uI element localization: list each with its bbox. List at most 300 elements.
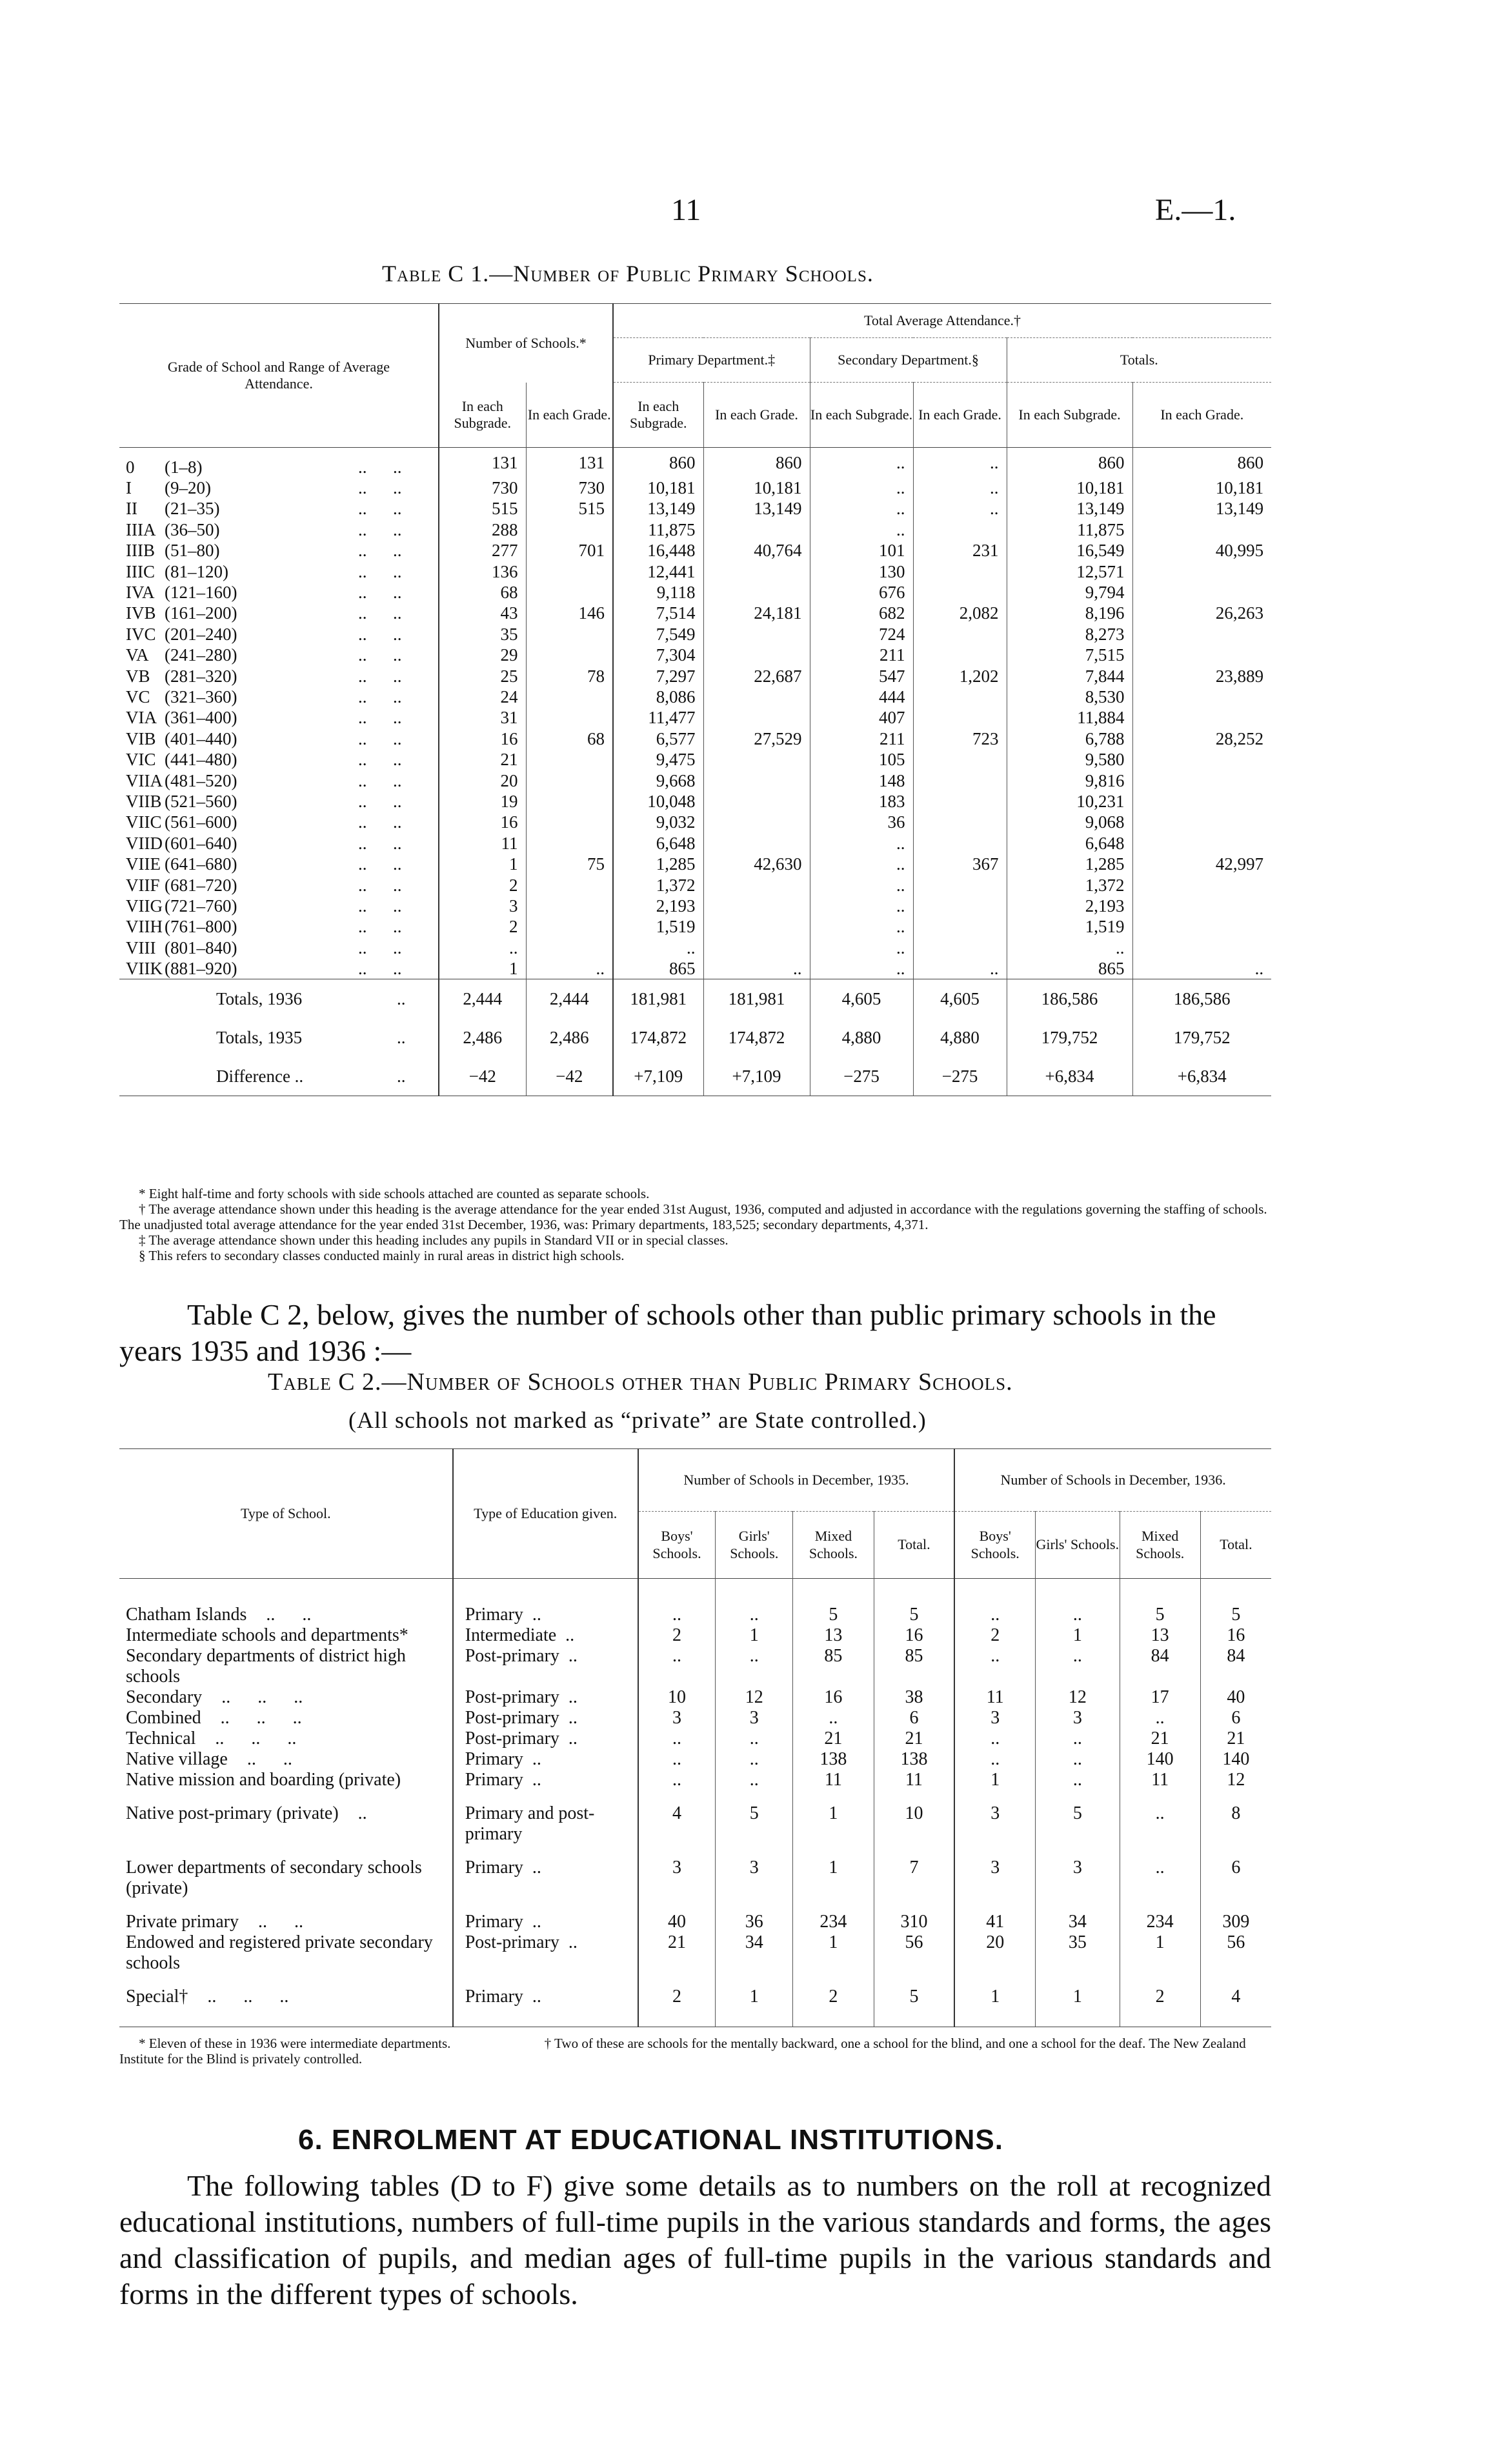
cell-m35: 85	[793, 1646, 874, 1687]
education-type	[453, 1974, 638, 2027]
cell-g36: 1	[1036, 1974, 1120, 2027]
leader-dots: .. ..	[358, 854, 402, 874]
cell-ts: 6,648	[1007, 833, 1132, 854]
cell-ng	[526, 561, 613, 581]
section-paragraph: The following tables (D to F) give some details as to numbers on the roll at recognized educational institutions, numbers of full-time pupils in the various standards and forms, the ages and classification of pupils, and median ages of full-time pupils in the various standards and forms in the different types of schools.	[119, 2169, 1271, 2310]
table-row	[119, 937, 1271, 957]
cell-ts: 8,530	[1007, 686, 1132, 707]
leader-dots: ..	[397, 1028, 406, 1048]
cell-ps: 865	[613, 958, 703, 979]
cell-sg: 367	[913, 854, 1007, 874]
table-row	[119, 1974, 1271, 2027]
grade-label	[119, 812, 439, 832]
grade-label	[119, 937, 439, 957]
cell-m36: 84	[1120, 1646, 1200, 1687]
cell-sg	[913, 812, 1007, 832]
cell-g36: 5	[1036, 1790, 1120, 1845]
totals-label-text: Difference ..	[216, 1067, 304, 1087]
total-cell-ps: 174,872	[613, 1018, 703, 1057]
education-type-text: Primary	[465, 1912, 523, 1932]
cell-g36: 34	[1036, 1899, 1120, 1932]
education-type	[453, 1728, 638, 1749]
total-cell-tg: +6,834	[1132, 1057, 1271, 1096]
cell-m36: ..	[1120, 1708, 1200, 1728]
cell-pg	[703, 519, 810, 540]
grade-range: (81–120)	[165, 561, 228, 581]
table-row	[119, 519, 1271, 540]
education-type-text: Post-primary	[465, 1687, 559, 1707]
table-row	[119, 1749, 1271, 1770]
leader-dots: .. .. ..	[221, 1687, 303, 1707]
school-type-text: Technical	[126, 1728, 196, 1748]
cell-m36: 21	[1120, 1728, 1200, 1749]
cell-sg: 231	[913, 540, 1007, 561]
cell-sg	[913, 791, 1007, 812]
cell-tg	[1132, 937, 1271, 957]
total-cell-ss: 4,880	[810, 1018, 913, 1057]
grade-label	[119, 519, 439, 540]
school-type	[119, 1728, 453, 1749]
cell-ss: ..	[810, 874, 913, 895]
grade-label	[119, 791, 439, 812]
document-reference: E.—1.	[1155, 193, 1236, 227]
cell-ts: 1,372	[1007, 874, 1132, 895]
cell-ts: 1,285	[1007, 854, 1132, 874]
cell-pg: 42,630	[703, 854, 810, 874]
cell-b36: 11	[954, 1687, 1035, 1708]
cell-ng: 75	[526, 854, 613, 874]
leader-dots: .. ..	[358, 791, 402, 811]
cell-ts: 9,794	[1007, 582, 1132, 603]
grade-range: (521–560)	[165, 791, 237, 811]
header-ns-grade: In each Grade.	[526, 383, 613, 448]
header-ss-subgrade: In each Subgrade.	[810, 383, 913, 448]
education-type-text: Primary	[465, 1749, 523, 1769]
cell-m35: 1	[793, 1932, 874, 1974]
table-row	[119, 603, 1271, 623]
cell-ps: 2,193	[613, 896, 703, 916]
cell-pg: 22,687	[703, 665, 810, 686]
cell-m35: 138	[793, 1749, 874, 1770]
table-row	[119, 1687, 1271, 1708]
cell-tg: 42,997	[1132, 854, 1271, 874]
education-type	[453, 1646, 638, 1687]
grade-code: VIIE	[126, 854, 161, 874]
leader-dots: ..	[568, 1687, 578, 1707]
grade-code: VIIA	[126, 770, 163, 790]
grade-range: (161–200)	[165, 603, 237, 623]
cell-pg: 40,764	[703, 540, 810, 561]
header-ns-subgrade: In each Subgrade.	[439, 383, 526, 448]
footnote: * Eight half-time and forty schools with side schools attached are counted as separate schools.	[139, 1186, 650, 1201]
leader-dots: ..	[532, 1987, 541, 2007]
cell-m35: 5	[793, 1579, 874, 1626]
cell-ss: 130	[810, 561, 913, 581]
table-row	[119, 770, 1271, 790]
cell-ns: 43	[439, 603, 526, 623]
cell-sg: 2,082	[913, 603, 1007, 623]
cell-sg: ..	[913, 447, 1007, 477]
grade-label	[119, 854, 439, 874]
total-cell-ng: −42	[526, 1057, 613, 1096]
leader-dots: .. ..	[358, 666, 402, 686]
header-tg-grade: In each Grade.	[1132, 383, 1271, 448]
cell-ns: 16	[439, 728, 526, 749]
grade-label	[119, 728, 439, 749]
cell-ns: 19	[439, 791, 526, 812]
cell-b35: 2	[638, 1625, 716, 1646]
cell-ns: 277	[439, 540, 526, 561]
cell-tg	[1132, 707, 1271, 728]
table-row	[119, 1932, 1271, 1974]
table-c1-title: Table C 1.—Number of Public Primary Schools.	[382, 261, 874, 286]
school-type	[119, 1579, 453, 1626]
cell-m36: 234	[1120, 1899, 1200, 1932]
cell-ps: 9,032	[613, 812, 703, 832]
grade-code: VIC	[126, 750, 156, 770]
leader-dots: ..	[397, 989, 406, 1009]
footnote: † Two of these are schools for the mentally backward, one a school for the blind, and one a school for the deaf. The New Zealand Institute for the Blind is privately controlled.	[119, 2036, 1246, 2067]
cell-g35: 34	[716, 1932, 793, 1974]
cell-pg: 860	[703, 447, 810, 477]
cell-t35: 310	[874, 1899, 954, 1932]
cell-g35: ..	[716, 1749, 793, 1770]
cell-tg: 40,995	[1132, 540, 1271, 561]
cell-t36: 12	[1200, 1770, 1271, 1790]
school-type	[119, 1790, 453, 1845]
cell-ns: 1	[439, 854, 526, 874]
cell-ns: 25	[439, 665, 526, 686]
cell-g35: 3	[716, 1845, 793, 1899]
cell-ss: ..	[810, 937, 913, 957]
total-cell-tg: 179,752	[1132, 1018, 1271, 1057]
school-type	[119, 1646, 453, 1687]
cell-g36: 1	[1036, 1625, 1120, 1646]
grade-range: (761–800)	[165, 917, 237, 937]
grade-label	[119, 770, 439, 790]
cell-t36: 8	[1200, 1790, 1271, 1845]
grade-code: VIIK	[126, 959, 163, 979]
cell-tg	[1132, 686, 1271, 707]
totals-row	[119, 1057, 1271, 1096]
cell-pg	[703, 686, 810, 707]
cell-m35: 2	[793, 1974, 874, 2027]
table-row	[119, 728, 1271, 749]
cell-tg	[1132, 896, 1271, 916]
leader-dots: .. ..	[358, 728, 402, 748]
cell-pg	[703, 707, 810, 728]
cell-b36: 3	[954, 1708, 1035, 1728]
cell-ns: 16	[439, 812, 526, 832]
cell-ss: 211	[810, 645, 913, 665]
total-cell-ts: 179,752	[1007, 1018, 1132, 1057]
cell-ps: ..	[613, 937, 703, 957]
cell-b35: 2	[638, 1974, 716, 2027]
education-type	[453, 1899, 638, 1932]
cell-tg	[1132, 916, 1271, 937]
cell-b36: 1	[954, 1974, 1035, 2027]
cell-ps: 9,118	[613, 582, 703, 603]
cell-pg	[703, 916, 810, 937]
leader-dots: .. ..	[358, 812, 402, 832]
cell-ps: 10,048	[613, 791, 703, 812]
cell-sg	[913, 916, 1007, 937]
table-row	[119, 1790, 1271, 1845]
cell-ss: 105	[810, 749, 913, 770]
leader-dots: .. ..	[358, 750, 402, 770]
leader-dots: ..	[568, 1646, 578, 1666]
table-row	[119, 707, 1271, 728]
table-row	[119, 1625, 1271, 1646]
cell-ps: 7,304	[613, 645, 703, 665]
cell-b35: 3	[638, 1845, 716, 1899]
cell-m35: 234	[793, 1899, 874, 1932]
cell-ss: 101	[810, 540, 913, 561]
cell-ng: 515	[526, 498, 613, 519]
cell-tg	[1132, 812, 1271, 832]
header-girls-1935: Girls' Schools.	[716, 1512, 793, 1579]
grade-code: I	[126, 478, 132, 498]
grade-range: (361–400)	[165, 708, 237, 728]
cell-pg	[703, 749, 810, 770]
cell-ts: 865	[1007, 958, 1132, 979]
total-cell-pg: 174,872	[703, 1018, 810, 1057]
school-type-text: Endowed and registered private secondary schools	[126, 1932, 433, 1973]
cell-ss: ..	[810, 477, 913, 498]
cell-ss: ..	[810, 519, 913, 540]
cell-ss: ..	[810, 854, 913, 874]
table-row	[119, 791, 1271, 812]
cell-b35: ..	[638, 1770, 716, 1790]
grade-label	[119, 645, 439, 665]
leader-dots: .. ..	[358, 624, 402, 644]
cell-g35: 5	[716, 1790, 793, 1845]
table-row	[119, 749, 1271, 770]
cell-pg	[703, 791, 810, 812]
table-row	[119, 665, 1271, 686]
cell-b36: ..	[954, 1579, 1035, 1626]
cell-ps: 9,668	[613, 770, 703, 790]
grade-range: (721–760)	[165, 896, 237, 916]
school-type-text: Lower departments of secondary schools (private)	[126, 1858, 422, 1898]
grade-label	[119, 498, 439, 519]
table-row	[119, 812, 1271, 832]
leader-dots: ..	[532, 1912, 541, 1932]
table-row	[119, 477, 1271, 498]
table-c1-footnotes	[119, 1186, 1271, 1263]
cell-t35: 5	[874, 1974, 954, 2027]
school-type-text: Native mission and boarding (private)	[126, 1770, 401, 1790]
table-row	[119, 561, 1271, 581]
cell-m35: 13	[793, 1625, 874, 1646]
cell-tg: 10,181	[1132, 477, 1271, 498]
cell-m36: 1	[1120, 1932, 1200, 1974]
totals-label-text: Totals, 1936	[216, 989, 303, 1009]
cell-ns: 730	[439, 477, 526, 498]
grade-code: VIII	[126, 937, 156, 957]
cell-ss: 682	[810, 603, 913, 623]
cell-ts: 9,816	[1007, 770, 1132, 790]
total-cell-ns: 2,444	[439, 979, 526, 1019]
cell-ss: 407	[810, 707, 913, 728]
grade-label	[119, 686, 439, 707]
cell-sg	[913, 582, 1007, 603]
grade-label	[119, 447, 439, 477]
cell-ns: 1	[439, 958, 526, 979]
education-type	[453, 1625, 638, 1646]
grade-code: IVA	[126, 583, 155, 603]
leader-dots: ..	[532, 1858, 541, 1878]
education-type	[453, 1579, 638, 1626]
cell-tg: 26,263	[1132, 603, 1271, 623]
cell-b36: ..	[954, 1728, 1035, 1749]
table-row	[119, 854, 1271, 874]
total-cell-ss: 4,605	[810, 979, 913, 1019]
education-type-text: Intermediate	[465, 1625, 557, 1645]
total-cell-ng: 2,486	[526, 1018, 613, 1057]
grade-range: (401–440)	[165, 728, 237, 748]
leader-dots: .. ..	[246, 1749, 292, 1769]
cell-t35: 138	[874, 1749, 954, 1770]
grade-range: (561–600)	[165, 812, 237, 832]
cell-b35: 3	[638, 1708, 716, 1728]
cell-t35: 11	[874, 1770, 954, 1790]
header-boys-1935: Boys' Schools.	[638, 1512, 716, 1579]
cell-t36: 6	[1200, 1708, 1271, 1728]
cell-ng	[526, 645, 613, 665]
grade-code: IVB	[126, 603, 156, 623]
cell-m36: 140	[1120, 1749, 1200, 1770]
school-type-text: Intermediate schools and departments*	[126, 1625, 408, 1645]
grade-range: (121–160)	[165, 583, 237, 603]
cell-pg: ..	[703, 958, 810, 979]
cell-ps: 13,149	[613, 498, 703, 519]
cell-t35: 6	[874, 1708, 954, 1728]
total-cell-pg: +7,109	[703, 1057, 810, 1096]
cell-b35: 4	[638, 1790, 716, 1845]
cell-sg	[913, 896, 1007, 916]
cell-t36: 16	[1200, 1625, 1271, 1646]
table-row	[119, 582, 1271, 603]
school-type	[119, 1625, 453, 1646]
cell-g36: ..	[1036, 1646, 1120, 1687]
totals-row	[119, 979, 1271, 1019]
total-cell-ps: 181,981	[613, 979, 703, 1019]
education-type	[453, 1687, 638, 1708]
cell-ts: 10,231	[1007, 791, 1132, 812]
cell-t36: 6	[1200, 1845, 1271, 1899]
leader-dots: .. .. ..	[215, 1728, 297, 1748]
leader-dots: .. ..	[358, 519, 402, 539]
leader-dots: .. ..	[257, 1912, 303, 1932]
total-cell-ns: −42	[439, 1057, 526, 1096]
cell-ts: 9,580	[1007, 749, 1132, 770]
grade-label	[119, 665, 439, 686]
school-type-text: Native post-primary (private)	[126, 1803, 339, 1823]
cell-pg: 24,181	[703, 603, 810, 623]
cell-ps: 8,086	[613, 686, 703, 707]
cell-sg	[913, 519, 1007, 540]
header-secondary: Secondary Department.§	[810, 338, 1007, 383]
leader-dots: .. ..	[358, 457, 402, 477]
table-row	[119, 1899, 1271, 1932]
grade-range: (281–320)	[165, 666, 237, 686]
cell-m36: ..	[1120, 1845, 1200, 1899]
cell-m36: 11	[1120, 1770, 1200, 1790]
education-type	[453, 1708, 638, 1728]
grade-range: (241–280)	[165, 645, 237, 665]
cell-ts: 13,149	[1007, 498, 1132, 519]
cell-t36: 4	[1200, 1974, 1271, 2027]
cell-t35: 21	[874, 1728, 954, 1749]
cell-g36: 35	[1036, 1932, 1120, 1974]
total-cell-sg: −275	[913, 1057, 1007, 1096]
cell-t35: 5	[874, 1579, 954, 1626]
table-row	[119, 1646, 1271, 1687]
cell-tg	[1132, 624, 1271, 645]
leader-dots: .. ..	[358, 645, 402, 665]
cell-ng	[526, 770, 613, 790]
cell-sg	[913, 874, 1007, 895]
cell-tg: 860	[1132, 447, 1271, 477]
grade-label	[119, 561, 439, 581]
grade-code: VIA	[126, 708, 157, 728]
table-row	[119, 1708, 1271, 1728]
cell-ns: 29	[439, 645, 526, 665]
cell-ts: ..	[1007, 937, 1132, 957]
cell-m36: 2	[1120, 1974, 1200, 2027]
table-c2-title: Table C 2.—Number of Schools other than Public Primary Schools.	[268, 1368, 1013, 1396]
cell-ns: 515	[439, 498, 526, 519]
education-type	[453, 1932, 638, 1974]
total-cell-ts: +6,834	[1007, 1057, 1132, 1096]
footnote: § This refers to secondary classes conducted mainly in rural areas in district high schools.	[139, 1248, 625, 1263]
grade-code: IIIB	[126, 541, 155, 561]
leader-dots: ..	[568, 1932, 578, 1952]
cell-ns: 20	[439, 770, 526, 790]
totals-row	[119, 1018, 1271, 1057]
table-row	[119, 1728, 1271, 1749]
cell-b36: 2	[954, 1625, 1035, 1646]
cell-ts: 7,515	[1007, 645, 1132, 665]
cell-b35: ..	[638, 1646, 716, 1687]
cell-t36: 84	[1200, 1646, 1271, 1687]
grade-label	[119, 833, 439, 854]
cell-ns: 3	[439, 896, 526, 916]
cell-sg	[913, 707, 1007, 728]
cell-ps: 1,519	[613, 916, 703, 937]
education-type-text: Post-primary	[465, 1708, 559, 1728]
cell-t36: 140	[1200, 1749, 1271, 1770]
school-type	[119, 1749, 453, 1770]
education-type-text: Post-primary	[465, 1932, 559, 1952]
education-type	[453, 1845, 638, 1899]
totals-label	[119, 1057, 439, 1096]
cell-pg	[703, 624, 810, 645]
cell-pg: 10,181	[703, 477, 810, 498]
leader-dots: .. ..	[358, 478, 402, 498]
cell-sg	[913, 833, 1007, 854]
cell-pg	[703, 561, 810, 581]
header-primary: Primary Department.‡	[613, 338, 810, 383]
cell-sg	[913, 686, 1007, 707]
cell-ng	[526, 937, 613, 957]
cell-tg	[1132, 582, 1271, 603]
grade-range: (9–20)	[165, 478, 211, 498]
cell-ns: 11	[439, 833, 526, 854]
grade-label	[119, 916, 439, 937]
grade-range: (1–8)	[165, 457, 203, 477]
